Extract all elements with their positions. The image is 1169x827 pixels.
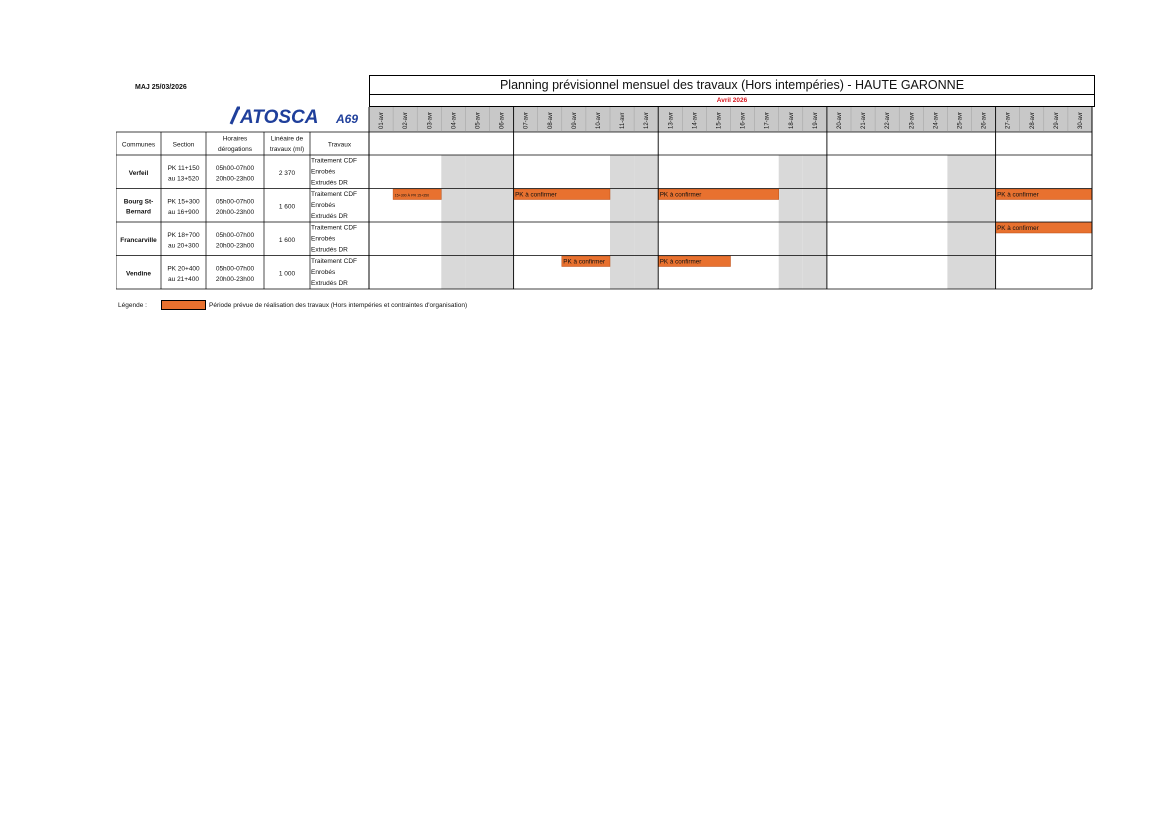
legend-label: Légende :: [118, 302, 147, 309]
travaux-item: Enrobés: [311, 202, 336, 209]
lineaire-value: 1 600: [278, 203, 296, 211]
travaux-item: Traitement CDF: [311, 191, 357, 198]
day-label: 19-avr: [812, 111, 819, 129]
planning-grid: [116, 107, 1096, 290]
update-date: MAJ 25/03/2026: [135, 84, 187, 91]
day-label: 01-avr: [379, 111, 386, 129]
commune-name: Vendine: [126, 270, 151, 278]
lineaire-value: 2 370: [278, 169, 296, 177]
day-label: 11-avr: [620, 112, 627, 129]
column-header: Linéaire de: [270, 135, 304, 143]
travaux-item: Enrobés: [311, 168, 336, 176]
travaux-item: Enrobés: [311, 235, 336, 243]
commune-name: Bourg St-: [123, 198, 154, 206]
day-label: 03-avr: [427, 111, 434, 129]
day-label: 10-avr: [595, 111, 602, 129]
day-label: 15-avr: [716, 111, 723, 129]
travaux-item: Extrudés DR: [311, 280, 348, 287]
section-end: au 16+900: [168, 208, 199, 216]
day-label: 30-avr: [1077, 111, 1084, 129]
work-bar-label: PK à confirmer: [997, 191, 1039, 199]
horaire-morning: 05h00-07h00: [215, 231, 255, 239]
day-label: 27-avr: [1005, 111, 1012, 129]
section-end: au 13+520: [168, 175, 199, 183]
day-label: 29-avr: [1053, 111, 1060, 129]
day-label: 04-avr: [451, 111, 458, 129]
section-end: au 21+400: [168, 275, 199, 283]
horaire-morning: 05h00-07h00: [215, 164, 255, 172]
horaire-evening: 20h00-23h00: [215, 175, 255, 183]
month-label: Avril 2026: [369, 95, 1095, 107]
travaux-item: Extrudés DR: [311, 213, 348, 220]
day-label: 17-avr: [764, 111, 771, 129]
legend-swatch: [161, 300, 206, 310]
work-bar-label: PK à confirmer: [563, 258, 605, 266]
column-header: Communes: [121, 141, 156, 149]
column-header: dérogations: [218, 146, 252, 153]
section-start: PK 18+700: [167, 231, 200, 239]
legend-text: Période prévue de réalisation des travaux (Hors intempéries et contraintes d'organisation): [209, 302, 468, 309]
commune-name: Francarville: [120, 236, 157, 244]
day-label: 26-avr: [981, 111, 988, 129]
horaire-evening: 20h00-23h00: [215, 242, 255, 250]
day-label: 05-avr: [475, 111, 482, 129]
day-label: 25-avr: [957, 111, 964, 129]
day-label: 16-avr: [740, 111, 747, 129]
section-start: PK 11+150: [167, 164, 200, 172]
commune-name: Bernard: [126, 208, 151, 216]
horaire-evening: 20h00-23h00: [215, 275, 255, 283]
travaux-item: Enrobés: [311, 269, 336, 276]
work-bar-label: PK à confirmer: [515, 191, 557, 199]
logo-suffix: A69: [336, 112, 359, 126]
day-label: 24-avr: [933, 111, 940, 129]
day-label: 02-avr: [403, 111, 410, 129]
horaire-morning: 05h00-07h00: [215, 265, 255, 273]
commune-name: Verfeil: [128, 169, 149, 177]
day-label: 18-avr: [788, 111, 795, 129]
day-label: 08-avr: [547, 111, 554, 129]
page-title: Planning prévisionnel mensuel des travaux (Hors intempéries) - HAUTE GARONNE: [369, 75, 1095, 95]
work-bar-label: PK à confirmer: [659, 191, 702, 199]
work-bar-label: 15+300 À PR 15+350: [394, 193, 430, 198]
horaire-morning: 05h00-07h00: [215, 198, 255, 206]
work-bar-label: PK à confirmer: [997, 225, 1039, 233]
column-header: Travaux: [327, 141, 352, 149]
day-label: 13-avr: [668, 111, 675, 129]
column-header: Section: [172, 141, 195, 149]
horaire-evening: 20h00-23h00: [215, 208, 255, 216]
day-label: 21-avr: [861, 111, 868, 129]
day-label: 20-avr: [836, 111, 843, 129]
travaux-item: Traitement CDF: [311, 157, 357, 165]
day-label: 14-avr: [692, 111, 699, 129]
travaux-item: Traitement CDF: [311, 224, 357, 232]
day-label: 09-avr: [571, 111, 578, 129]
day-label: 23-avr: [909, 111, 916, 129]
logo-brand: ATOSCA: [240, 107, 319, 128]
travaux-item: Extrudés DR: [311, 246, 348, 254]
day-label: 28-avr: [1029, 111, 1036, 129]
day-label: 22-avr: [885, 111, 892, 129]
column-header: travaux (ml): [269, 146, 305, 153]
day-label: 12-avr: [644, 111, 651, 129]
lineaire-value: 1 000: [278, 270, 296, 278]
day-label: 06-avr: [499, 111, 506, 129]
lineaire-value: 1 600: [278, 236, 296, 244]
section-end: au 20+300: [168, 242, 199, 250]
travaux-item: Traitement CDF: [311, 258, 357, 265]
day-label: 07-avr: [523, 111, 530, 129]
section-start: PK 15+300: [167, 198, 200, 206]
work-bar-label: PK à confirmer: [659, 258, 702, 266]
section-start: PK 20+400: [167, 265, 200, 273]
travaux-item: Extrudés DR: [311, 179, 348, 187]
column-header: Horaires: [222, 135, 248, 143]
